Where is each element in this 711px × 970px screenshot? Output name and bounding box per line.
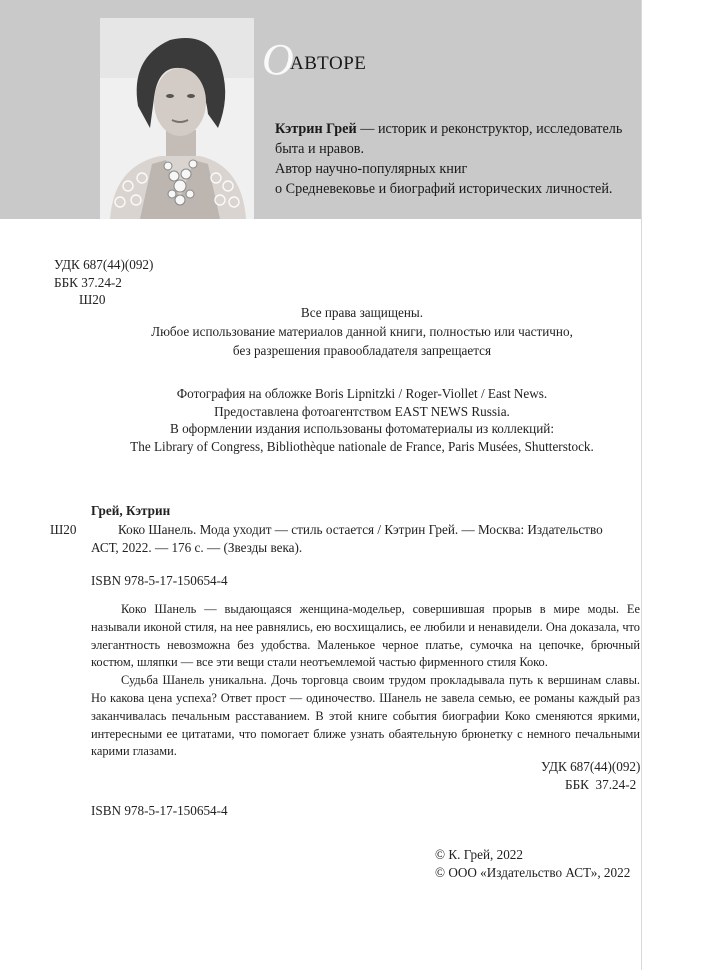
author-name: Кэтрин Грей <box>275 121 357 137</box>
credit-line: Фотография на обложке Boris Lipnitzki / Roger-Viollet / East News. <box>176 386 548 401</box>
annotation-paragraph-2: Судьба Шанель уникальна. Дочь торговца своим трудом прокладывала путь к вершинам славы. Но какова цена успеха? Ответ прост — одиночество. Шанель не завела семью, ее романы каждый раз заканчивалась печальным расставанием. В этой книге события биографии Коко сменяются яркими, интересными ее цитатами, что помогает ближе узнать обаятельную брюнетку с немного печальными карими глазами. <box>91 673 640 759</box>
udk-bottom: УДК 687(44)(092) <box>541 759 641 774</box>
annotation-paragraph-1: Коко Шанель — выдающаяся женщина-модельер, совершившая прорыв в мире моды. Ее называли иконой стиля, на нее равнялись, ею восхищались, ее любили и ненавидели. Она доказала, что элегантность невозможна без удобства. Маленькое черное платье, сумочка на цепочке, брючный костюм, шляпки — все эти вещи стали неотъемлемой частью фирменного стиля Коко. <box>91 602 640 670</box>
credit-line: Предоставлена фотоагентством EAST NEWS Russia. <box>214 403 510 419</box>
bio-line-3: о Средневековье и биографий исторических личностей. <box>275 181 613 197</box>
bbk-top: ББК 37.24-2 <box>54 275 122 290</box>
isbn-bottom: ISBN 978-5-17-150654-4 <box>91 803 228 818</box>
about-heading-text: АВТОРЕ <box>290 53 367 74</box>
bio-line-1 <box>275 119 625 159</box>
bio-line-2: Автор научно-популярных книг <box>275 161 468 177</box>
record-isbn: ISBN 978-5-17-150654-4 <box>91 573 228 588</box>
about-author-heading <box>262 35 462 96</box>
record-title-line2: АСТ, 2022. — 176 с. — (Звезды века). <box>91 540 303 555</box>
decorative-initial: О <box>262 35 294 84</box>
rights-line: Все права защищены. <box>300 305 424 320</box>
credit-line: В оформлении издания использованы фотоматериалы из коллекций: <box>170 421 554 437</box>
record-title-line1: Коко Шанель. Мода уходит — стиль остается / Кэтрин Грей. — Москва: Издательство <box>118 522 603 537</box>
rights-line: Любое использование материалов данной книги, полностью или частично, <box>151 324 573 339</box>
record-author: Грей, Кэтрин <box>91 503 171 518</box>
bio-text: — историк и реконструктор, исследователь быта и нравов. <box>275 121 623 157</box>
annotation <box>91 601 640 761</box>
credit-line: The Library of Congress, Bibliothèque nationale de France, Paris Musées, Shutterstock. <box>130 438 594 454</box>
record-code: Ш20 <box>50 522 77 537</box>
copyright-line: © ООО «Издательство АСТ», 2022 <box>435 865 631 880</box>
rights-notice <box>100 303 624 360</box>
author-bio <box>275 119 625 199</box>
copyright-line: © К. Грей, 2022 <box>435 847 523 862</box>
author-photo <box>100 18 254 219</box>
rights-line: без разрешения правообладателя запрещается <box>232 343 492 358</box>
bbk-bottom: ББК 37.24-2 <box>565 777 637 792</box>
author-code-top: Ш20 <box>79 292 106 307</box>
photo-credits <box>100 385 624 455</box>
page-edge-rule <box>641 0 642 970</box>
udk-top: УДК 687(44)(092) <box>54 257 154 272</box>
